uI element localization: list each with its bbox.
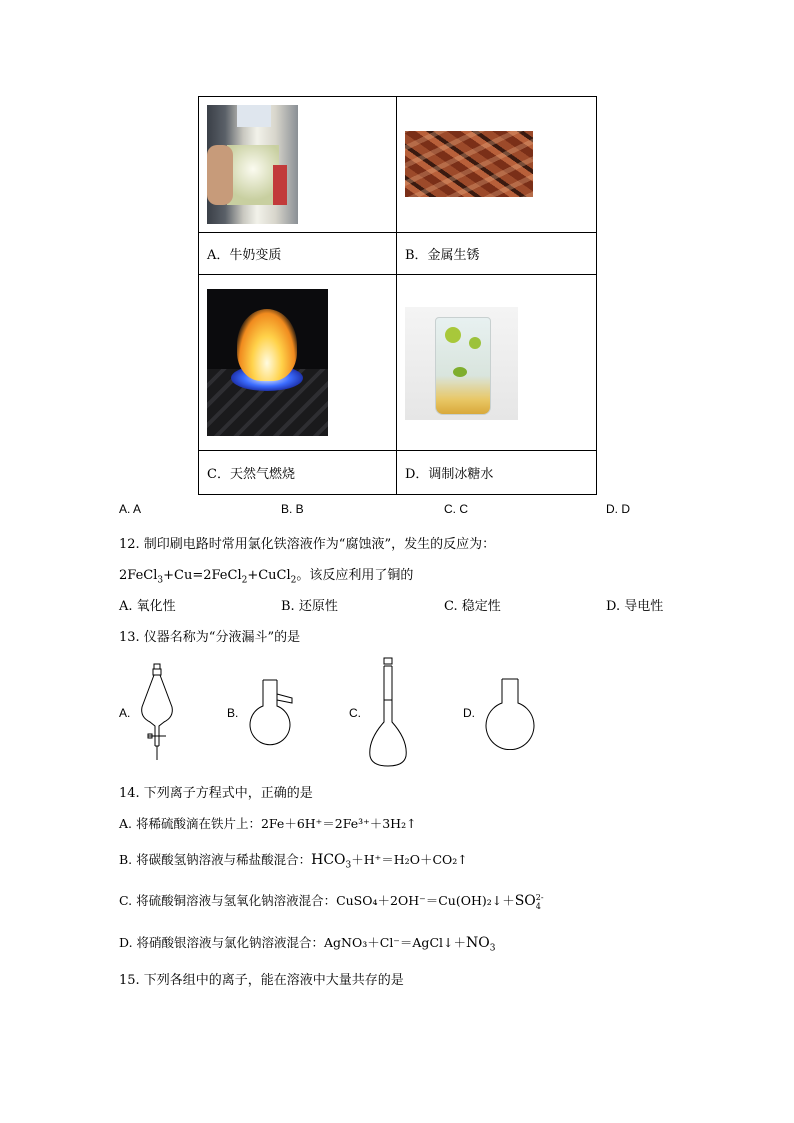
q14-c-scripts — [536, 893, 544, 911]
q11-caption-a: A．牛奶变质 — [199, 233, 397, 275]
q14-option-d[interactable] — [119, 933, 495, 954]
q15-stem: 15. 下列各组中的离子，能在溶液中大量共存的是 — [119, 973, 404, 988]
q13-label-d[interactable]: D. — [463, 706, 475, 720]
q14-option-a[interactable]: A. 将稀硫酸滴在铁片上：2Fe＋6H⁺＝2Fe³⁺＋3H₂↑ — [119, 816, 417, 831]
q12-eq-part: +CuCl — [247, 568, 291, 583]
q11-table — [198, 96, 597, 495]
q12-eq-part: +Cu=2FeCl — [163, 568, 242, 583]
iced-drink-photo — [405, 307, 518, 420]
q11-option-c[interactable]: C. C — [444, 502, 468, 516]
q12-option-d[interactable]: D. 导电性 — [606, 599, 664, 614]
q11-option-d[interactable]: D. D — [606, 502, 630, 516]
q12-eq-sub: 3 — [157, 575, 164, 586]
q11-cell-b-image — [397, 97, 597, 233]
q11-caption-c: C．天然气燃烧 — [199, 451, 397, 495]
q11-cell-c-image — [199, 275, 397, 451]
q11-option-a[interactable]: A. A — [119, 502, 142, 516]
q13-label-c[interactable]: C. — [349, 706, 361, 720]
q11-option-b[interactable]: B. B — [281, 502, 304, 516]
gas-flame-photo — [207, 289, 328, 436]
q13-label-b[interactable]: B. — [227, 706, 239, 720]
q14-b-text: B. 将碳酸氢钠溶液与稀盐酸混合： — [119, 852, 312, 867]
milk-bottle-photo — [207, 105, 298, 224]
q14-d-ion: NO — [465, 935, 490, 951]
round-bottom-flask-icon — [482, 676, 538, 750]
q14-b-text: ＋H⁺＝H₂O＋CO₂↑ — [351, 852, 468, 867]
q14-c-text: C. 将硫酸铜溶液与氢氧化钠溶液混合：CuSO₄＋2OH⁻＝Cu(OH)₂↓＋ — [119, 893, 515, 908]
q14-option-b[interactable] — [119, 850, 468, 871]
q14-d-sub: 3 — [489, 943, 496, 954]
q14-b-sub: 3 — [345, 860, 352, 871]
distilling-flask-icon — [244, 676, 296, 750]
q14-d-text: D. 将硝酸银溶液与氯化钠溶液混合：AgNO₃＋Cl⁻＝AgCl↓＋ — [119, 935, 466, 950]
q12-eq-sub: 2 — [290, 575, 297, 586]
q14-c-sup: 2- — [535, 892, 544, 902]
q12-stem: 12. 制印刷电路时常用氯化铁溶液作为“腐蚀液”，发生的反应为： — [119, 537, 496, 552]
volumetric-flask-icon — [366, 656, 410, 770]
rusty-chain-photo — [405, 131, 533, 197]
q12-eq-sub: 2 — [241, 575, 248, 586]
q14-b-ion: HCO — [311, 852, 346, 868]
q11-caption-d: D．调制冰糖水 — [397, 451, 597, 495]
separatory-funnel-icon — [138, 662, 178, 764]
q12-equation — [119, 564, 413, 586]
q12-option-c[interactable]: C. 稳定性 — [444, 599, 501, 614]
q12-option-b[interactable]: B. 还原性 — [281, 599, 338, 614]
q11-caption-b: B．金属生锈 — [397, 233, 597, 275]
q14-option-c[interactable] — [119, 891, 544, 911]
q12-option-a[interactable]: A. 氧化性 — [119, 599, 176, 614]
q11-cell-d-image — [397, 275, 597, 451]
q14-stem: 14. 下列离子方程式中，正确的是 — [119, 786, 313, 801]
q11-cell-a-image — [199, 97, 397, 233]
q12-eq-part: 2FeCl — [119, 568, 158, 583]
q14-c-ion: SO — [514, 893, 536, 909]
q13-label-a[interactable]: A. — [119, 706, 131, 720]
q13-stem: 13. 仪器名称为“分液漏斗”的是 — [119, 630, 301, 645]
q14-c-sub: 4 — [535, 901, 541, 911]
q12-eq-part: 。该反应利用了铜的 — [296, 568, 414, 583]
